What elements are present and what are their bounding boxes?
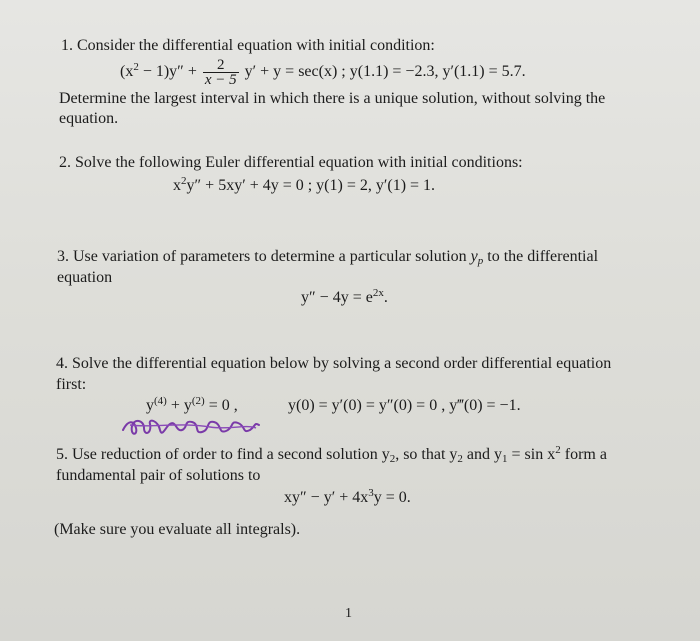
eq-part: x bbox=[173, 177, 181, 194]
problem-1-statement: 1. Consider the differential equation with initial condition: bbox=[61, 37, 435, 54]
problem-1-equation bbox=[120, 58, 526, 87]
eq-sup: 2 bbox=[133, 61, 139, 74]
text-part: to the differential bbox=[483, 248, 599, 265]
scribble-mark bbox=[120, 416, 262, 438]
problem-1-instruction: Determine the largest interval in which there is a unique solution, without solving the bbox=[59, 90, 606, 107]
text-sub: 2 bbox=[457, 453, 463, 465]
eq-sup: 2x bbox=[372, 287, 384, 299]
eq-part: y′ + y = sec(x) ; y(1.1) = −2.3, y′(1.1) = 5.7. bbox=[244, 63, 526, 81]
text-part: form a bbox=[560, 446, 607, 463]
eq-part: − 1)y″ + bbox=[138, 63, 197, 81]
problem-3-equation bbox=[301, 288, 388, 307]
text-part: and y bbox=[462, 446, 503, 463]
eq-part: + y bbox=[166, 397, 192, 414]
eq-part: y bbox=[146, 397, 154, 414]
page-number: 1 bbox=[345, 606, 352, 621]
fraction-numerator: 2 bbox=[217, 57, 225, 73]
problem-5-note: (Make sure you evaluate all integrals). bbox=[54, 521, 301, 538]
eq-part: (x bbox=[120, 63, 134, 81]
text-part: 3. Use variation of parameters to determine a particular solution bbox=[57, 248, 471, 265]
eq-sup: (4) bbox=[154, 395, 167, 407]
problem-2-statement: 2. Solve the following Euler differential equation with initial conditions: bbox=[59, 154, 523, 171]
problem-4-initial-conditions: y(0) = y′(0) = y″(0) = 0 , y‴(0) = −1. bbox=[288, 397, 521, 414]
eq-part: = 0 , bbox=[204, 397, 238, 414]
problem-5-equation bbox=[284, 488, 411, 507]
problem-2-equation bbox=[173, 176, 435, 195]
text-var: y bbox=[470, 248, 478, 265]
scribble-stroke bbox=[130, 425, 256, 428]
text-sub: 1 bbox=[502, 453, 508, 465]
fraction bbox=[203, 58, 239, 87]
text-part: = sin x bbox=[507, 446, 556, 463]
eq-part: . bbox=[383, 289, 388, 306]
problem-3-statement bbox=[57, 247, 598, 266]
problem-5-statement-cont: fundamental pair of solutions to bbox=[56, 467, 261, 484]
problem-1-instruction-cont: equation. bbox=[59, 110, 119, 127]
problem-4-equation bbox=[146, 396, 238, 415]
problem-5-statement bbox=[56, 445, 607, 464]
eq-part: y = 0. bbox=[373, 489, 411, 506]
problem-4-statement: 4. Solve the differential equation below by solving a second order differential equation bbox=[56, 355, 612, 372]
text-part: 5. Use reduction of order to find a second solution y bbox=[56, 446, 390, 463]
problem-4-statement-cont: first: bbox=[56, 376, 87, 393]
eq-part: y″ − 4y = e bbox=[301, 289, 373, 306]
problem-3-statement-cont: equation bbox=[57, 269, 113, 286]
text-sub: p bbox=[477, 255, 484, 267]
eq-part: y″ + 5xy′ + 4y = 0 ; y(1) = 2, y′(1) = 1. bbox=[186, 177, 436, 194]
eq-sup: 3 bbox=[368, 487, 374, 499]
eq-sup: (2) bbox=[191, 395, 205, 407]
fraction-denominator: x − 5 bbox=[204, 72, 237, 88]
text-part: , so that y bbox=[395, 446, 458, 463]
eq-sup: 2 bbox=[181, 175, 187, 187]
eq-part: xy″ − y′ + 4x bbox=[284, 489, 369, 506]
text-sup: 2 bbox=[555, 444, 561, 456]
text-sub: 2 bbox=[389, 453, 396, 465]
